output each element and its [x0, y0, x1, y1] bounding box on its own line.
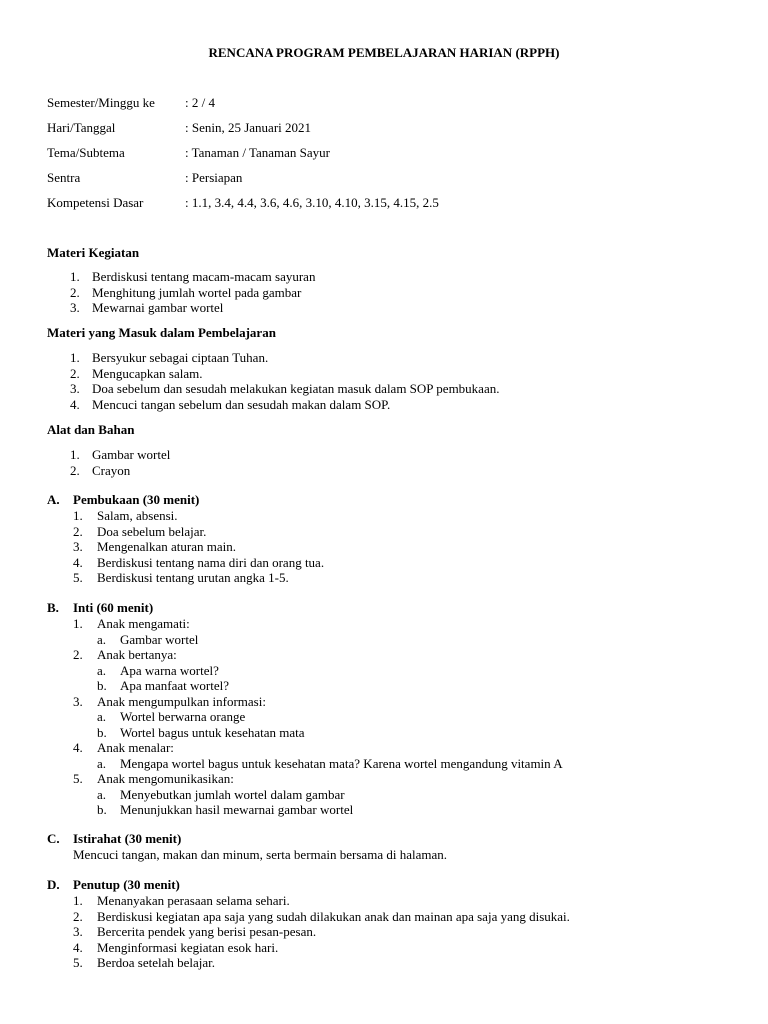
item-text: Anak mengomunikasikan:	[97, 771, 234, 786]
item-text: Gambar wortel	[92, 447, 171, 462]
info-value: : 2 / 4	[185, 95, 215, 110]
materi-kegiatan-list	[0, 269, 768, 316]
list-item	[0, 350, 768, 366]
list-item	[0, 381, 768, 397]
document-title: RENCANA PROGRAM PEMBELAJARAN HARIAN (RPPH)	[208, 45, 560, 60]
item-text: Mengenalkan aturan main.	[97, 539, 236, 554]
item-text: Doa sebelum dan sesudah melakukan kegiatan masuk dalam SOP pembukaan.	[92, 381, 500, 396]
item-number: 4.	[73, 554, 83, 570]
item-number: 5.	[73, 771, 83, 786]
sub-item-text: Gambar wortel	[120, 631, 199, 647]
section-letter: D.	[47, 877, 60, 892]
info-label: Kompetensi Dasar	[47, 195, 144, 210]
list-item	[0, 285, 768, 301]
list-item	[0, 924, 768, 940]
item-text: Berdiskusi tentang nama diri dan orang tua.	[97, 554, 325, 570]
sub-item-letter: a.	[97, 631, 107, 647]
list-item	[0, 524, 768, 540]
item-number: 2.	[73, 523, 83, 539]
item-text: Mencuci tangan sebelum dan sesudah makan dalam SOP.	[92, 396, 391, 412]
item-number: 1.	[70, 269, 80, 284]
item-text: Berdoa setelah belajar.	[97, 955, 216, 970]
info-row-theme	[47, 145, 727, 161]
istirahat-text: Mencuci tangan, makan dan minum, serta bermain bersama di halaman.	[73, 847, 447, 862]
item-number: 2.	[70, 284, 80, 300]
sub-item-text: Apa warna wortel?	[120, 662, 219, 678]
list-item	[0, 909, 768, 925]
sub-list-item	[0, 756, 768, 772]
list-item	[0, 940, 768, 956]
alat-bahan-list	[0, 447, 768, 478]
item-number: 1.	[73, 893, 83, 908]
inti-list	[0, 616, 768, 818]
list-item	[0, 955, 768, 971]
sub-item-letter: a.	[97, 786, 107, 802]
sub-item-letter: a.	[97, 755, 107, 771]
item-text: Crayon	[92, 462, 131, 478]
item-text: Mengucapkan salam.	[92, 365, 203, 381]
sub-list-item	[0, 678, 768, 694]
item-number: 3.	[70, 300, 80, 315]
list-item	[0, 893, 768, 909]
item-number: 1.	[73, 508, 83, 523]
info-row-date	[47, 120, 727, 136]
item-number: 3.	[70, 381, 80, 396]
alat-bahan-heading: Alat dan Bahan	[47, 422, 135, 437]
sub-list-item	[0, 725, 768, 741]
sub-item-text: Wortel bagus untuk kesehatan mata	[120, 724, 305, 740]
sub-item-text: Apa manfaat wortel?	[120, 678, 230, 693]
item-text: Berdiskusi kegiatan apa saja yang sudah dilakukan anak dan mainan apa saja yang disukai.	[97, 908, 570, 924]
item-text: Menanyakan perasaan selama sehari.	[97, 893, 290, 908]
list-item	[0, 616, 768, 632]
materi-masuk-heading: Materi yang Masuk dalam Pembelajaran	[47, 325, 276, 340]
item-number: 2.	[73, 908, 83, 924]
item-text: Berdiskusi tentang urutan angka 1-5.	[97, 570, 289, 585]
sub-item-text: Mengapa wortel bagus untuk kesehatan mata? Karena wortel mengandung vitamin A	[120, 755, 563, 771]
info-value: : 1.1, 3.4, 4.4, 3.6, 4.6, 3.10, 4.10, 3.15, 4.15, 2.5	[185, 195, 439, 210]
list-item	[0, 694, 768, 710]
section-letter: B.	[47, 600, 59, 615]
sub-item-text: Wortel berwarna orange	[120, 709, 246, 724]
pembukaan-list	[0, 508, 768, 586]
section-letter: C.	[47, 831, 60, 846]
list-item	[0, 366, 768, 382]
item-number: 1.	[70, 447, 80, 462]
list-item	[0, 269, 768, 285]
item-number: 1.	[70, 350, 80, 365]
list-item	[0, 397, 768, 413]
item-number: 2.	[70, 462, 80, 478]
list-item	[0, 463, 768, 479]
sub-item-letter: a.	[97, 662, 107, 678]
penutup-list	[0, 893, 768, 971]
sub-list-item	[0, 632, 768, 648]
item-text: Salam, absensi.	[97, 508, 178, 523]
item-text: Berdiskusi tentang macam-macam sayuran	[92, 269, 316, 284]
sub-item-letter: a.	[97, 709, 107, 724]
section-title: Penutup (30 menit)	[73, 877, 180, 892]
item-number: 2.	[73, 647, 83, 662]
section-title: Inti (60 menit)	[73, 600, 154, 615]
info-row-semester	[47, 95, 727, 111]
sub-list-item	[0, 787, 768, 803]
info-value: : Senin, 25 Januari 2021	[185, 120, 312, 135]
sub-item-text: Menunjukkan hasil mewarnai gambar wortel	[120, 802, 354, 817]
sub-list-item	[0, 802, 768, 818]
list-item	[0, 300, 768, 316]
list-item	[0, 740, 768, 756]
sub-list-item	[0, 709, 768, 725]
list-item	[0, 570, 768, 586]
item-text: Menghitung jumlah wortel pada gambar	[92, 284, 302, 300]
item-number: 4.	[73, 740, 83, 755]
item-number: 4.	[73, 939, 83, 955]
item-text: Anak mengumpulkan informasi:	[97, 693, 266, 709]
item-text: Doa sebelum belajar.	[97, 523, 207, 539]
section-title: Pembukaan (30 menit)	[73, 492, 200, 507]
materi-masuk-list	[0, 350, 768, 412]
item-text: Anak bertanya:	[97, 647, 177, 662]
list-item	[0, 447, 768, 463]
list-item	[0, 771, 768, 787]
info-label: Sentra	[47, 170, 81, 185]
item-number: 3.	[73, 539, 83, 554]
info-value: : Tanaman / Tanaman Sayur	[185, 145, 330, 160]
item-text: Bercerita pendek yang berisi pesan-pesan.	[97, 924, 317, 939]
info-row-competency	[47, 195, 727, 211]
materi-kegiatan-heading: Materi Kegiatan	[47, 245, 140, 260]
item-number: 3.	[73, 924, 83, 939]
info-label: Tema/Subtema	[47, 145, 125, 160]
sub-item-letter: b.	[97, 678, 107, 693]
sub-item-letter: b.	[97, 724, 107, 740]
item-text: Mewarnai gambar wortel	[92, 300, 224, 315]
item-number: 5.	[73, 955, 83, 970]
item-number: 5.	[73, 570, 83, 585]
list-item	[0, 539, 768, 555]
item-text: Anak menalar:	[97, 740, 174, 755]
sub-list-item	[0, 663, 768, 679]
item-number: 1.	[73, 616, 83, 631]
item-number: 2.	[70, 365, 80, 381]
list-item	[0, 647, 768, 663]
item-text: Anak mengamati:	[97, 616, 190, 631]
list-item	[0, 508, 768, 524]
item-text: Menginformasi kegiatan esok hari.	[97, 939, 279, 955]
sub-item-letter: b.	[97, 802, 107, 817]
list-item	[0, 555, 768, 571]
section-title: Istirahat (30 menit)	[73, 831, 182, 846]
info-label: Hari/Tanggal	[47, 120, 116, 135]
info-value: : Persiapan	[185, 170, 243, 185]
item-text: Bersyukur sebagai ciptaan Tuhan.	[92, 350, 269, 365]
sub-item-text: Menyebutkan jumlah wortel dalam gambar	[120, 786, 345, 802]
item-number: 3.	[73, 693, 83, 709]
info-row-center	[47, 170, 727, 186]
section-letter: A.	[47, 492, 60, 507]
item-number: 4.	[70, 396, 80, 412]
info-label: Semester/Minggu ke	[47, 95, 155, 110]
